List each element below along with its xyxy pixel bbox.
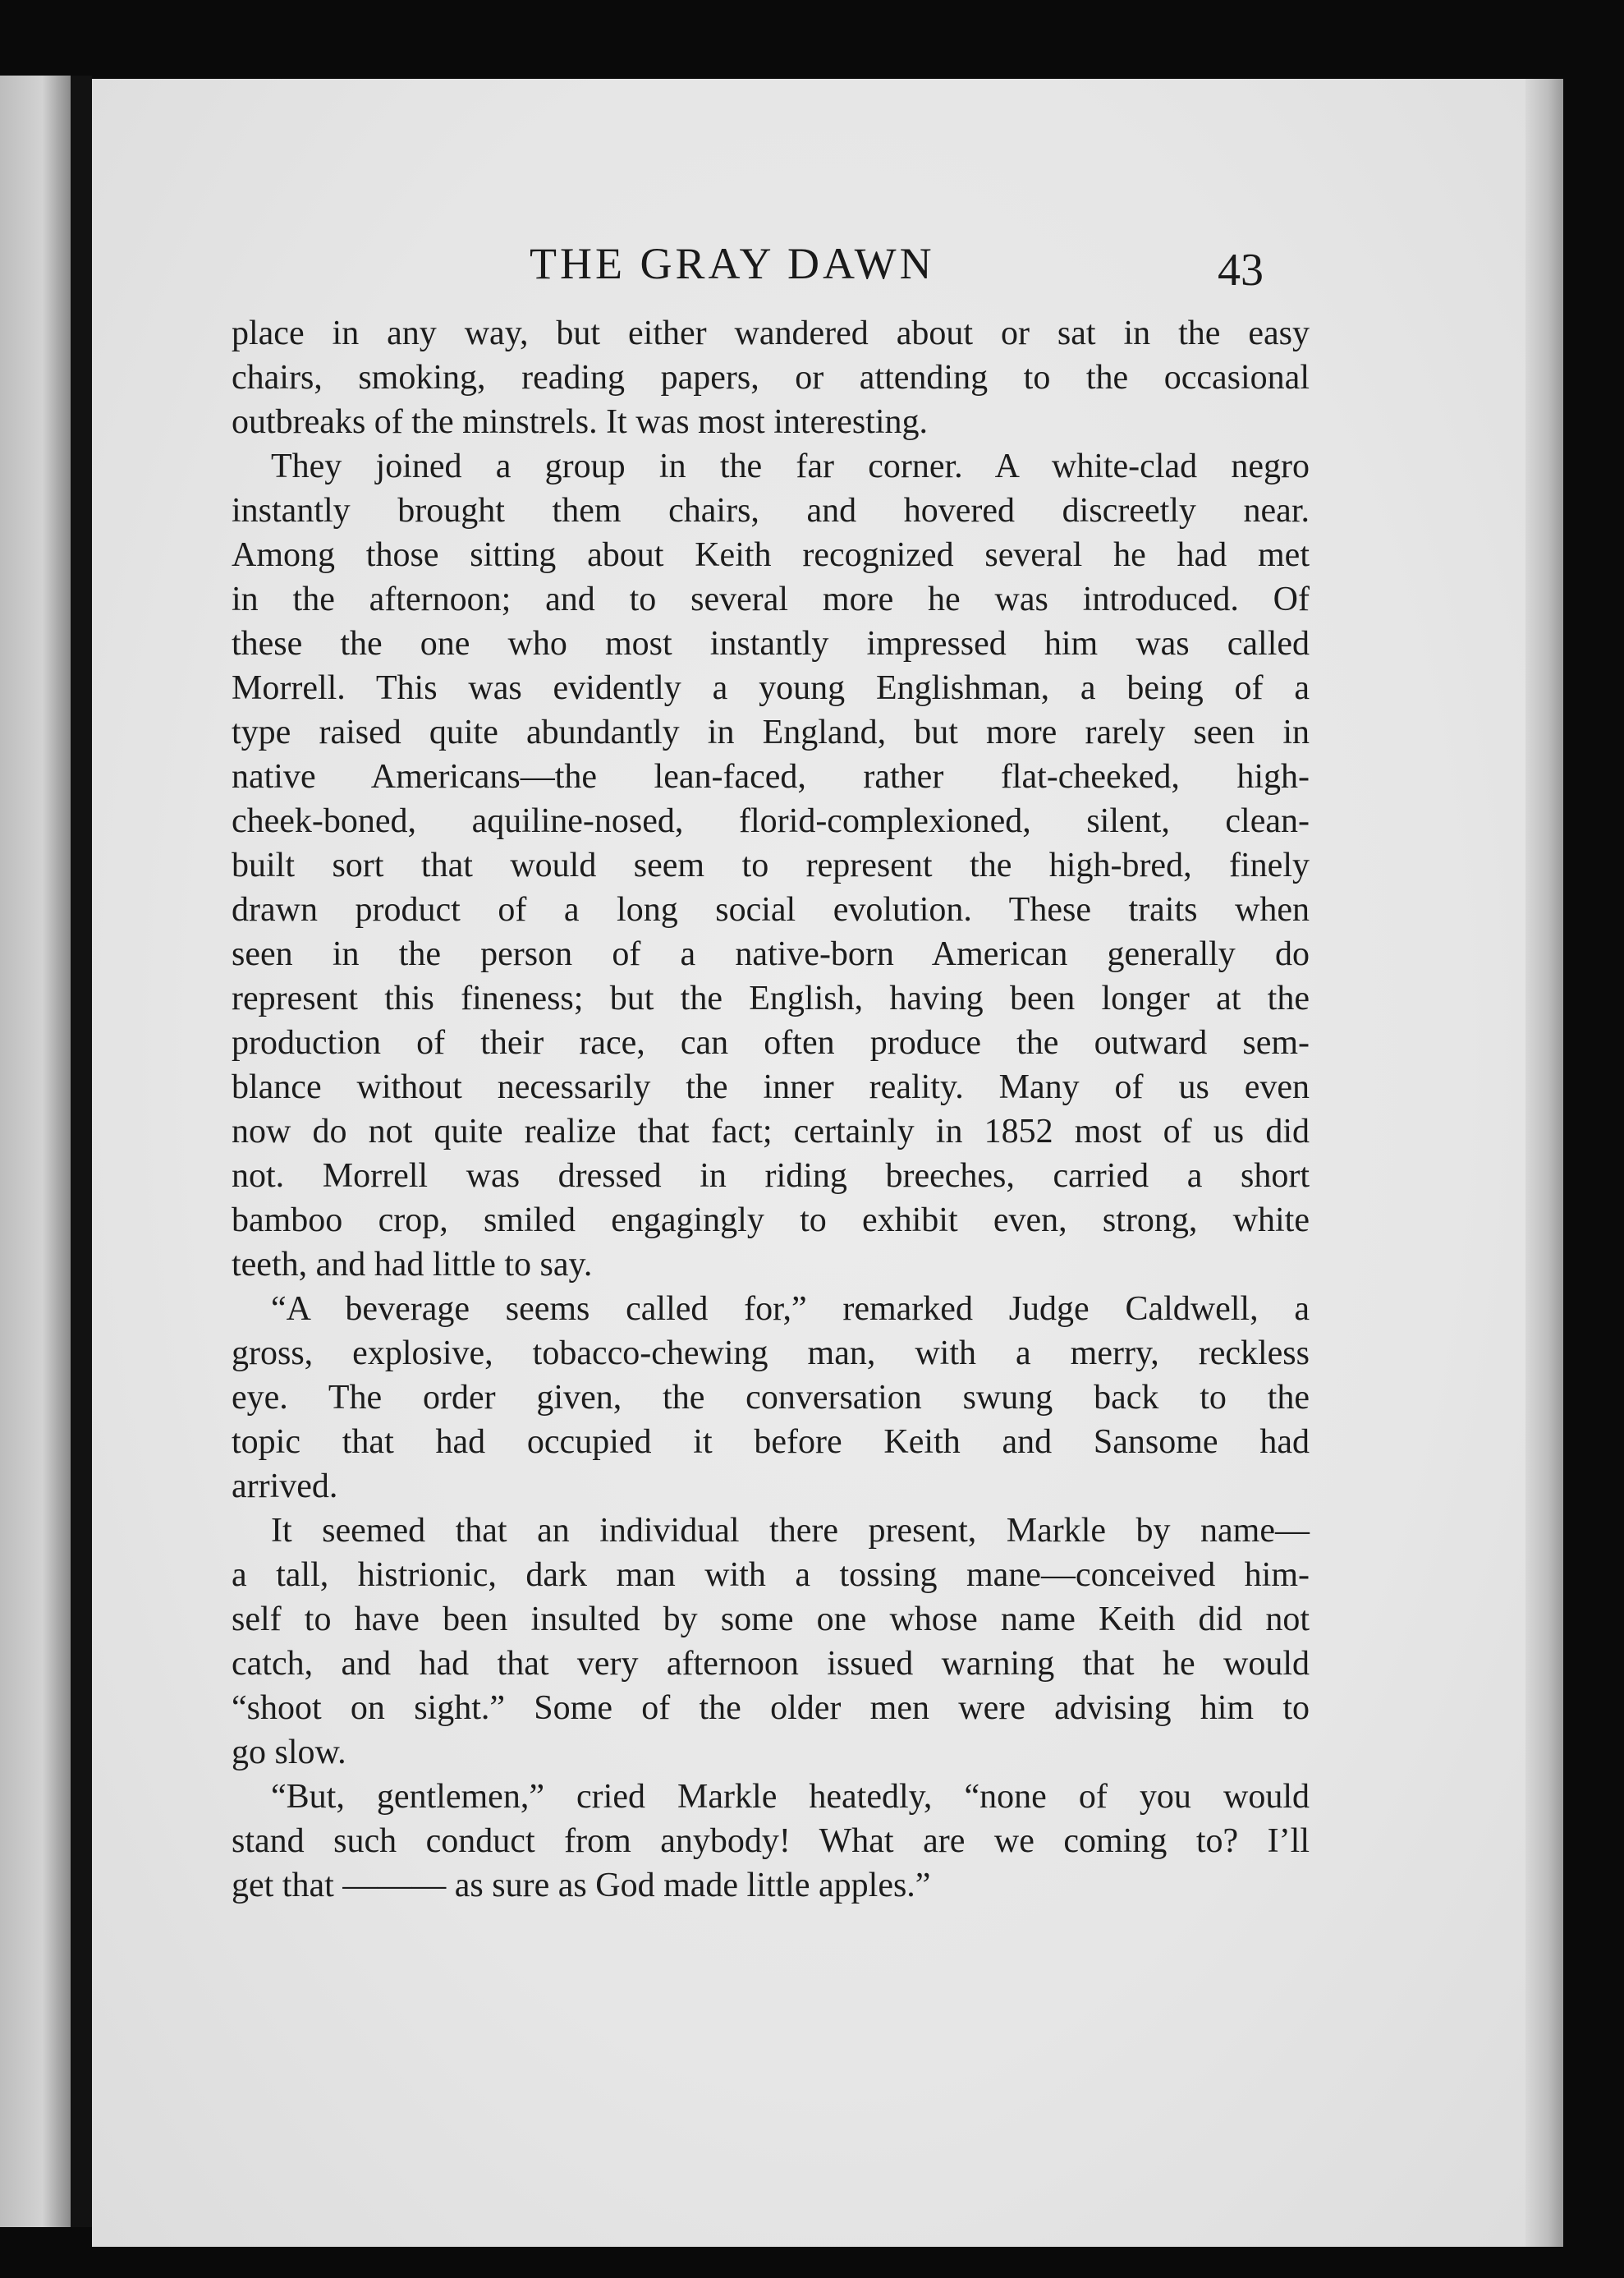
text-line: not. Morrell was dressed in riding breeches, carried a short: [232, 1157, 1310, 1195]
text-line: teeth, and had little to say.: [232, 1246, 593, 1284]
text-line: bamboo crop, smiled engagingly to exhibit even, strong, white: [232, 1201, 1310, 1239]
text-line: production of their race, can often produce the outward sem-: [232, 1024, 1310, 1062]
text-line: get that ——— as sure as God made little apples.”: [232, 1867, 931, 1904]
text-line: cheek-boned, aquiline-nosed, florid-complexioned, silent, clean-: [232, 802, 1310, 840]
running-head: [92, 231, 1406, 296]
page-number: 43: [1218, 245, 1264, 296]
text-line: outbreaks of the minstrels. It was most interesting.: [232, 403, 929, 441]
text-line: “But, gentlemen,” cried Markle heatedly, “none of you would: [271, 1778, 1310, 1816]
text-line: It seemed that an individual there present, Markle by name—: [271, 1512, 1310, 1550]
page-fore-edge: [1525, 79, 1563, 2247]
text-line: native Americans—the lean-faced, rather flat-cheeked, high-: [232, 758, 1310, 796]
text-line: self to have been insulted by some one whose name Keith did not: [232, 1601, 1310, 1638]
text-line: eye. The order given, the conversation swung back to the: [232, 1379, 1310, 1417]
text-line: “A beverage seems called for,” remarked Judge Caldwell, a: [271, 1290, 1310, 1328]
book-page: [92, 79, 1563, 2247]
text-line: arrived.: [232, 1467, 338, 1505]
facing-page-edge: [0, 76, 71, 2227]
body-text: [232, 311, 1310, 1908]
gutter-shadow: [71, 76, 92, 2227]
text-line: type raised quite abundantly in England, but more rarely seen in: [232, 714, 1310, 751]
text-line: “shoot on sight.” Some of the older men were advising him to: [232, 1689, 1310, 1727]
text-line: topic that had occupied it before Keith and Sansome had: [232, 1423, 1310, 1461]
text-line: chairs, smoking, reading papers, or attending to the occasional: [232, 359, 1310, 397]
text-line: instantly brought them chairs, and hovered discreetly near.: [232, 492, 1310, 530]
text-line: Among those sitting about Keith recognized several he had met: [232, 536, 1310, 574]
text-line: seen in the person of a native-born American generally do: [232, 935, 1310, 973]
text-line: now do not quite realize that fact; certainly in 1852 most of us did: [232, 1113, 1310, 1150]
text-line: these the one who most instantly impressed him was called: [232, 625, 1310, 663]
text-line: stand such conduct from anybody! What are we coming to? I’ll: [232, 1822, 1310, 1860]
text-line: built sort that would seem to represent the high-bred, finely: [232, 847, 1310, 884]
text-line: go slow.: [232, 1734, 346, 1771]
text-line: gross, explosive, tobacco-chewing man, with a merry, reckless: [232, 1334, 1310, 1372]
text-line: a tall, histrionic, dark man with a tossing mane—conceived him-: [232, 1556, 1310, 1594]
text-line: Morrell. This was evidently a young Englishman, a being of a: [232, 669, 1310, 707]
text-line: catch, and had that very afternoon issued warning that he would: [232, 1645, 1310, 1683]
running-title: THE GRAY DAWN: [530, 239, 935, 288]
text-line: place in any way, but either wandered about or sat in the easy: [232, 315, 1310, 352]
text-line: represent this fineness; but the English, having been longer at the: [232, 980, 1310, 1017]
text-line: drawn product of a long social evolution. These traits when: [232, 891, 1310, 929]
text-line: in the afternoon; and to several more he was introduced. Of: [232, 581, 1310, 618]
text-line: They joined a group in the far corner. A white-clad negro: [271, 448, 1310, 485]
text-line: blance without necessarily the inner reality. Many of us even: [232, 1068, 1310, 1106]
